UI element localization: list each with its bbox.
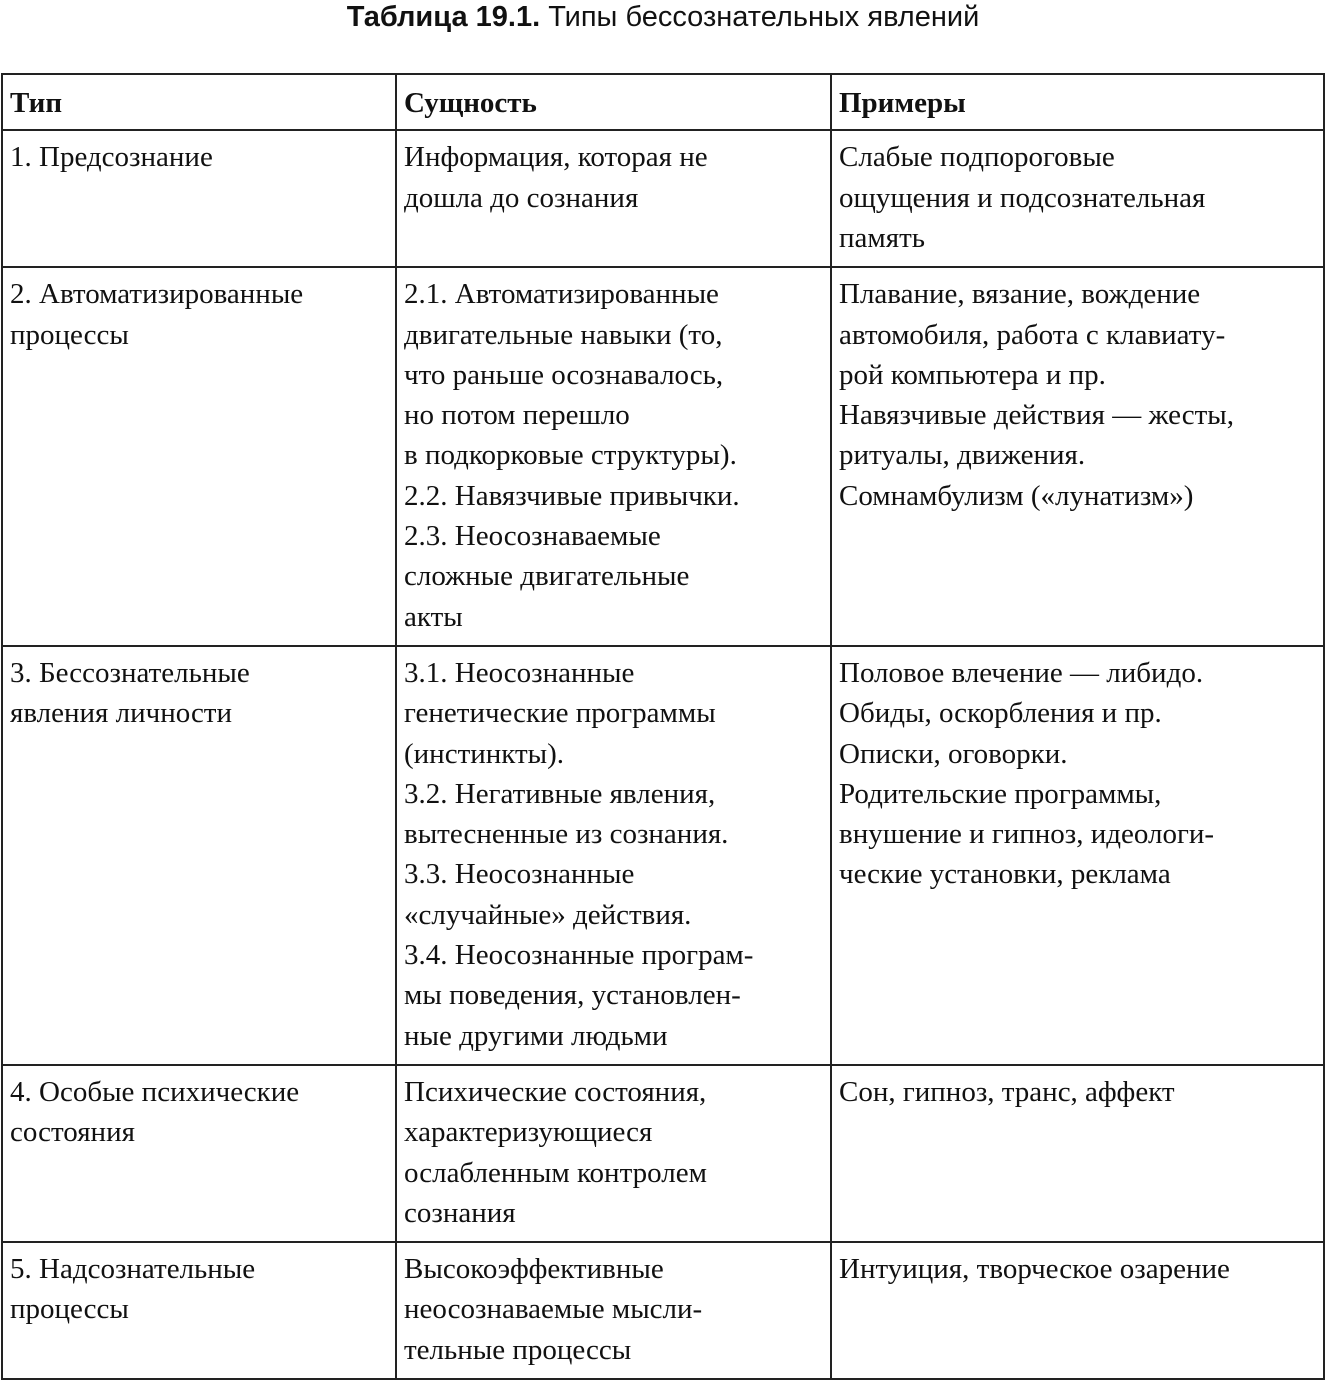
cell-type: 4. Особые психические состояния bbox=[2, 1065, 396, 1242]
cell-essence: 2.1. Автоматизированные двигательные навыки (то, что раньше осознавалось, но потом перешло в подкорковые структуры). 2.2. Навязчивые привычки. 2.3. Неосознаваемые сложные двигательные акты bbox=[396, 267, 831, 646]
cell-examples: Половое влечение — либидо. Обиды, оскорбления и пр. Описки, оговорки. Родительские программы, внушение и гипноз, идеологи- ческие установки, реклама bbox=[831, 646, 1324, 1065]
table-caption-label: Таблица 19.1. bbox=[346, 1, 541, 33]
table-row bbox=[2, 267, 1324, 646]
cell-type: 5. Надсознательные процессы bbox=[2, 1242, 396, 1379]
cell-examples: Сон, гипноз, транс, аффект bbox=[831, 1065, 1324, 1242]
cell-examples: Интуиция, творческое озарение bbox=[831, 1242, 1324, 1379]
cell-examples: Слабые подпороговые ощущения и подсознательная память bbox=[831, 130, 1324, 267]
table-row bbox=[2, 646, 1324, 1065]
cell-type: 2. Автоматизированные процессы bbox=[2, 267, 396, 646]
header-essence: Сущность bbox=[396, 74, 831, 130]
table-row bbox=[2, 130, 1324, 267]
table-caption bbox=[0, 0, 1326, 34]
table-row bbox=[2, 1065, 1324, 1242]
cell-examples: Плавание, вязание, вождение автомобиля, работа с клавиату- рой компьютера и пр. Навязчивые действия — жесты, ритуалы, движения. Сомнамбулизм («лунатизм») bbox=[831, 267, 1324, 646]
header-type: Тип bbox=[2, 74, 396, 130]
cell-type: 1. Предсознание bbox=[2, 130, 396, 267]
table-caption-title: Типы бессознательных явлений bbox=[548, 1, 980, 33]
header-examples: Примеры bbox=[831, 74, 1324, 130]
unconscious-phenomena-table bbox=[1, 73, 1325, 1380]
table-header-row bbox=[2, 74, 1324, 130]
cell-essence: Информация, которая не дошла до сознания bbox=[396, 130, 831, 267]
cell-essence: Высокоэффективные неосознаваемые мысли- тельные процессы bbox=[396, 1242, 831, 1379]
cell-essence: 3.1. Неосознанные генетические программы (инстинкты). 3.2. Негативные явления, вытесненные из сознания. 3.3. Неосознанные «случайные» действия. 3.4. Неосознанные програм- мы поведения, установлен- ные другими людьми bbox=[396, 646, 831, 1065]
cell-type: 3. Бессознательные явления личности bbox=[2, 646, 396, 1065]
table-row bbox=[2, 1242, 1324, 1379]
cell-essence: Психические состояния, характеризующиеся ослабленным контролем сознания bbox=[396, 1065, 831, 1242]
